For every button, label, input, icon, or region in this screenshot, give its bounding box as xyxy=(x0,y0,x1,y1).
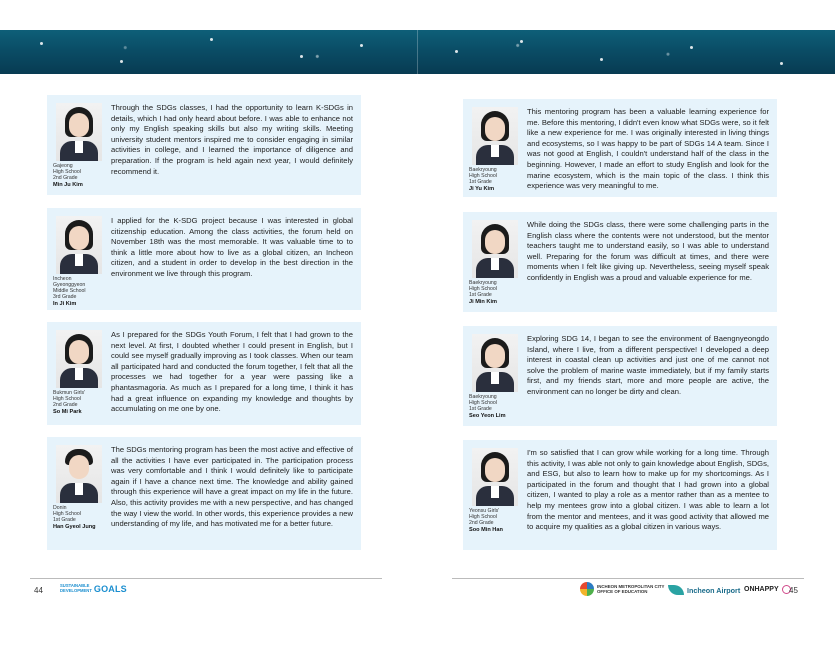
school-line: High School xyxy=(53,396,81,402)
testimonial-card xyxy=(47,322,361,425)
testimonial-card xyxy=(463,99,777,197)
school-line: Baekryoung xyxy=(469,394,497,400)
school-line: 2nd Grade xyxy=(469,520,494,526)
testimonial-card xyxy=(47,437,361,550)
student-photo xyxy=(472,107,518,165)
student-name: In Ji Kim xyxy=(53,301,77,307)
school-line: High School xyxy=(469,514,497,520)
testimonial-card xyxy=(47,208,361,310)
testimonial-text: I'm so satisfied that I can grow while working for a long time. Through this activity, I was able not only to gain knowledge about English, SDGs, and ESG, but also to learn how to make up for my shortcomings. As I participated in the forum and thought that I had grown into a global citizen, I wanted to play a role as a mentor rather than as a mentee to help my mentees grow into a global citizen. I was able to learn a lot from the mentor and mentees, and it was good activity that allowed me to acquire my qualities as a global citizen in various ways. xyxy=(527,448,769,532)
school-line: Donin xyxy=(53,505,67,511)
testimonial-text: This mentoring program has been a valuable learning experience for me. Before this mentoring, I didn't even know what SDGs were, so it felt like a new experience for me. I was originally interested in living things and ecosystems, so I was happy to be part of SDGs 14 A team. Since I was not good at English, I couldn't understand half of the class in the beginning. However, I made an effort to study English and look for the marine ecosystem, which is the main topic of the class. I think this experience was very meaningful to me. xyxy=(527,107,769,191)
testimonial-text: The SDGs mentoring program has been the most active and effective of all the activities I have ever participated in. The participation process was very comfortable and I think I would definitely like to participate again if I have a chance next time. The knowledge and ability gained through this experience will have a great impact on my life in the future. Also, this activity provides me with a new perspective, and has changed the way I view the world. In other words, this experience provides a new understanding of my life, and has motivated me for a better future. xyxy=(111,445,353,529)
partner-onhappy xyxy=(744,585,791,594)
school-line: High School xyxy=(469,286,497,292)
student-name: Ji Min Kim xyxy=(469,299,497,305)
school-line: High School xyxy=(53,511,81,517)
testimonial-card xyxy=(463,326,777,426)
school-line: 2nd Grade xyxy=(53,175,78,181)
school-line: 3rd Grade xyxy=(53,294,77,300)
student-name: Seo Yeon Lim xyxy=(469,413,506,419)
school-line: Gyeonggyeon xyxy=(53,282,86,288)
student-name: Soo Min Han xyxy=(469,527,503,533)
student-photo xyxy=(472,220,518,278)
onhappy-name: ONHAPPY xyxy=(744,586,779,593)
student-photo xyxy=(56,330,102,388)
student-info xyxy=(53,276,109,307)
testimonial-text: While doing the SDGs class, there were some challenging parts in the English class where the contents were not understood, but the mentor teachers taught me to understand easily, so I was able to understand well. Preparing for the forum was difficult at times, and there were moments when I felt like giving up. Nevertheless, seeing myself speak confidently in English was a proud and valuable experience for me. xyxy=(527,220,769,282)
page-number-left: 44 xyxy=(34,586,43,595)
airport-name: Incheon Airport xyxy=(687,585,741,595)
testimonial-text: Exploring SDG 14, I began to see the environment of Baengnyeongdo Island, where I live, from a different perspective! I developed a deep interest in coastal clean up activities and just one of me cannot not solve the problem of marine waste immediately, but if my family starts first, and my friends start, more and more people are active, the environment can no longer be dirty and clean. xyxy=(527,334,769,396)
sdg-goals-logo xyxy=(60,584,127,594)
school-line: High School xyxy=(469,173,497,179)
testimonial-card xyxy=(463,440,777,550)
student-photo xyxy=(56,445,102,503)
student-name: Ji Yu Kim xyxy=(469,186,495,192)
footer-rule-left xyxy=(30,578,382,579)
student-info xyxy=(53,505,109,530)
goals-logo-word: GOALS xyxy=(93,584,127,594)
school-line: Gajeong xyxy=(53,163,73,169)
page-spine xyxy=(417,30,418,74)
school-line: Baekryoung xyxy=(469,280,497,286)
school-line: Bukmun Girls' xyxy=(53,390,86,396)
page-number-right: 45 xyxy=(789,586,798,595)
partner-airport xyxy=(668,585,740,595)
student-photo xyxy=(472,334,518,392)
testimonial-card xyxy=(463,212,777,312)
school-line: 1st Grade xyxy=(469,292,492,298)
student-photo xyxy=(56,103,102,161)
school-line: Incheon xyxy=(53,276,72,282)
school-line: High School xyxy=(53,169,81,175)
student-info xyxy=(53,163,109,188)
student-info xyxy=(469,167,525,192)
student-photo xyxy=(56,216,102,274)
partner-edu-office xyxy=(580,582,664,596)
testimonial-text: I applied for the K-SDG project because I was interested in global citizenship education. Among the class activities, the forum held on November 18th was the most memorable. It was valuable time to to think a little more about how to live as a global citizen, an Incheon citizen, and a student in order to develop in the best direction in the environment we live through this program. xyxy=(111,216,353,278)
school-line: 2nd Grade xyxy=(53,402,78,408)
school-line: High School xyxy=(469,400,497,406)
student-name: Min Ju Kim xyxy=(53,182,83,188)
student-name: Han Gyeol Jung xyxy=(53,524,96,530)
airport-logo-icon xyxy=(668,585,684,595)
student-info xyxy=(53,390,109,415)
student-info xyxy=(469,508,525,533)
school-line: Yeonsu Girls' xyxy=(469,508,500,514)
student-info xyxy=(469,280,525,305)
school-line: Baekryoung xyxy=(469,167,497,173)
school-line: 1st Grade xyxy=(53,517,76,523)
edu-office-logo-icon xyxy=(580,582,594,596)
edu-office-line: INCHEON METROPOLITAN CITY xyxy=(597,584,665,589)
goals-logo-small: SUSTAINABLE DEVELOPMENT xyxy=(60,583,92,593)
footer-rule-right xyxy=(452,578,804,579)
student-photo xyxy=(472,448,518,506)
testimonial-text: As I prepared for the SDGs Youth Forum, I felt that I had grown to the next level. At first, I doubted whether I could present in English, but I could see myself gradually improving as I took classes. When our team all participated hard and conducted the forum together, I felt that all the processes we had together for a year were passing like a phantasmagoria. As much as I prepared for a long time, I think it has had a great influence on expanding my knowledge and thoughts by accumulating on me one by one. xyxy=(111,330,353,414)
student-name: So Mi Park xyxy=(53,409,82,415)
testimonial-text: Through the SDGs classes, I had the opportunity to learn K-SDGs in details, which I had only heard about before. I was able to enhance not only my English speaking skills but also my writing skills. Meeting university student mentors inspired me to consider engaging in similar activities in college, and I learned the importance of diligence and preparation. If the program is held again next year, I would definitely recommend it. xyxy=(111,103,353,176)
school-line: Middle School xyxy=(53,288,86,294)
school-line: 1st Grade xyxy=(469,179,492,185)
testimonial-card xyxy=(47,95,361,195)
edu-office-line: OFFICE OF EDUCATION xyxy=(597,589,648,594)
school-line: 1st Grade xyxy=(469,406,492,412)
student-info xyxy=(469,394,525,419)
